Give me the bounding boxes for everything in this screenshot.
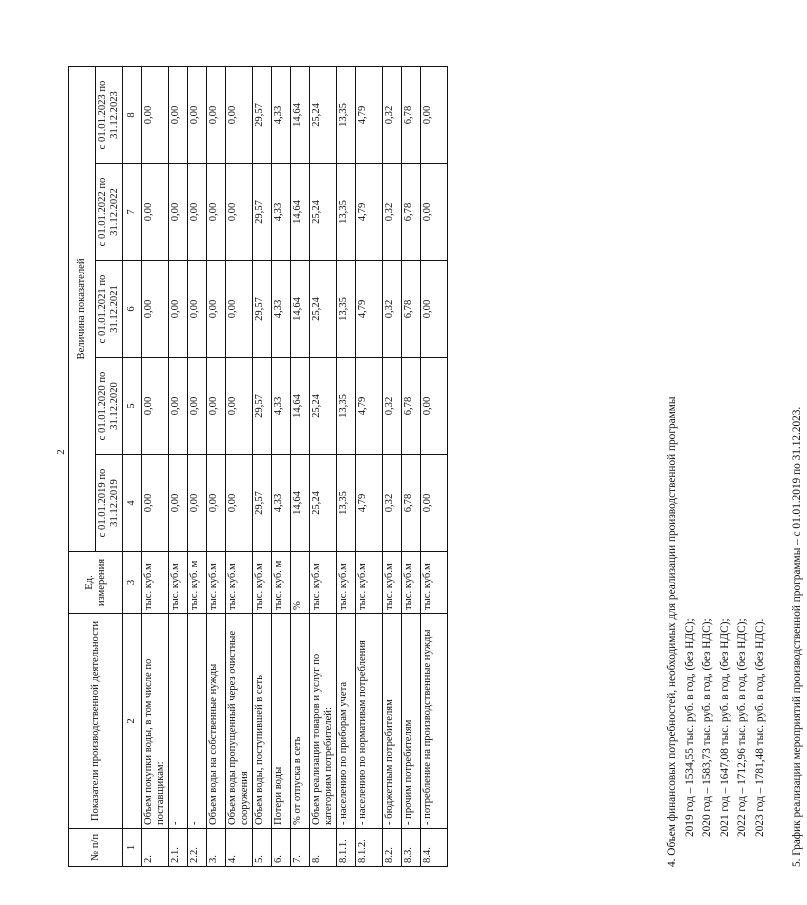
value-cell: 25,24 [310, 261, 337, 358]
value-cell: 0,00 [142, 66, 169, 163]
value-cell: 14,64 [291, 66, 310, 163]
financial-needs-title: 4. Объем финансовых потребностей, необходимых для реализации производственной программы [666, 396, 678, 867]
indicator-name-cell: Объем покупки воды, в том числе по поставщикам: [142, 614, 169, 829]
financial-needs-item: 2021 год – 1647,08 тыс. руб. в год, (без НДС); [718, 618, 731, 837]
value-cell: 13,35 [337, 455, 356, 552]
table-row [402, 66, 421, 866]
value-cell: 14,64 [291, 261, 310, 358]
unit-cell: тыс. куб.м [142, 552, 169, 614]
column-number: 7 [123, 164, 142, 261]
column-number: 3 [123, 552, 142, 614]
value-cell: 25,24 [310, 358, 337, 455]
production-indicators-table [68, 66, 448, 867]
table-row [142, 66, 169, 866]
value-cell: 13,35 [337, 164, 356, 261]
value-cell: 0,00 [207, 455, 226, 552]
header-indicator: Показатели производственной деятельности [69, 614, 123, 829]
unit-cell: % [291, 552, 310, 614]
column-number: 8 [123, 66, 142, 163]
unit-cell: тыс. куб.м [421, 552, 448, 614]
table-row [421, 66, 448, 866]
row-number-cell: 7. [291, 829, 310, 867]
row-number-cell: 6. [272, 829, 291, 867]
table-body [69, 66, 448, 866]
value-cell: 0,00 [188, 358, 207, 455]
row-number-cell: 8.2. [383, 829, 402, 867]
value-cell: 0,00 [207, 358, 226, 455]
indicator-name-cell: % от отпуска в сеть [291, 614, 310, 829]
column-number: 4 [123, 455, 142, 552]
value-cell: 0,32 [383, 455, 402, 552]
table-row [188, 66, 207, 866]
unit-cell: тыс. куб.м [383, 552, 402, 614]
value-cell: 13,35 [337, 66, 356, 163]
value-cell: 0,00 [421, 358, 448, 455]
value-cell: 6,78 [402, 455, 421, 552]
table-row [383, 66, 402, 866]
column-number: 2 [123, 614, 142, 829]
unit-cell: тыс. куб.м [253, 552, 272, 614]
value-cell: 0,00 [226, 455, 253, 552]
table-row [310, 66, 337, 866]
notes-section [664, 67, 807, 867]
unit-cell: тыс. куб. м [272, 552, 291, 614]
value-cell: 0,00 [142, 164, 169, 261]
schedule-note: 5. График реализации мероприятий производственной программы – с 01.01.2019 по 31.12.2023. [791, 406, 803, 867]
header-unit: Ед. измерения [69, 552, 123, 614]
table-row [337, 66, 356, 866]
unit-cell: тыс. куб.м [356, 552, 383, 614]
financial-needs-item: 2023 год – 1781,48 тыс. руб. в год, (без НДС). [753, 618, 766, 837]
value-cell: 0,00 [207, 164, 226, 261]
value-cell: 0,00 [188, 164, 207, 261]
value-cell: 0,32 [383, 164, 402, 261]
value-cell: 0,00 [169, 261, 188, 358]
indicator-name-cell: - населению по приборам учета [337, 614, 356, 829]
header-period: с 01.01.2019 по 31.12.2019 [96, 455, 123, 552]
value-cell: 0,00 [188, 261, 207, 358]
indicator-name-cell: - потребление на производственные нужды [421, 614, 448, 829]
value-cell: 6,78 [402, 358, 421, 455]
header-period: с 01.01.2021 по 31.12.2021 [96, 261, 123, 358]
value-cell: 6,78 [402, 164, 421, 261]
header-period: с 01.01.2020 по 31.12.2020 [96, 358, 123, 455]
table-row [226, 66, 253, 866]
row-number-cell: 2. [142, 829, 169, 867]
row-number-cell: 8.3. [402, 829, 421, 867]
header-group: Величина показателей [69, 66, 96, 551]
value-cell: 14,64 [291, 358, 310, 455]
value-cell: 13,35 [337, 358, 356, 455]
value-cell: 0,00 [169, 66, 188, 163]
value-cell: 4,33 [272, 164, 291, 261]
value-cell: 4,33 [272, 455, 291, 552]
value-cell: 29,57 [253, 455, 272, 552]
indicator-name-cell: - [188, 614, 207, 829]
value-cell: 0,00 [226, 261, 253, 358]
column-number: 6 [123, 261, 142, 358]
value-cell: 0,00 [421, 164, 448, 261]
value-cell: 4,79 [356, 164, 383, 261]
value-cell: 0,00 [169, 455, 188, 552]
indicator-name-cell: - [169, 614, 188, 829]
value-cell: 0,00 [421, 66, 448, 163]
value-cell: 0,00 [207, 261, 226, 358]
unit-cell: тыс. куб.м [337, 552, 356, 614]
value-cell: 25,24 [310, 455, 337, 552]
table-row [291, 66, 310, 866]
unit-cell: тыс. куб.м [226, 552, 253, 614]
row-number-cell: 5. [253, 829, 272, 867]
value-cell: 0,00 [207, 66, 226, 163]
column-number: 1 [123, 829, 142, 867]
value-cell: 29,57 [253, 261, 272, 358]
indicator-name-cell: Объем воды на собственные нужды [207, 614, 226, 829]
value-cell: 4,79 [356, 455, 383, 552]
header-period: с 01.01.2022 по 31.12.2022 [96, 164, 123, 261]
table-row [207, 66, 226, 866]
table-row [169, 66, 188, 866]
indicator-name-cell: Объем воды пропущенный через очистные сооружения [226, 614, 253, 829]
row-number-cell: 8.4. [421, 829, 448, 867]
value-cell: 6,78 [402, 66, 421, 163]
unit-cell: тыс. куб.м [310, 552, 337, 614]
value-cell: 4,33 [272, 66, 291, 163]
value-cell: 0,00 [142, 358, 169, 455]
value-cell: 25,24 [310, 164, 337, 261]
indicator-name-cell: Потери воды [272, 614, 291, 829]
value-cell: 0,00 [421, 455, 448, 552]
value-cell: 14,64 [291, 455, 310, 552]
value-cell: 0,00 [142, 455, 169, 552]
value-cell: 0,00 [188, 455, 207, 552]
value-cell: 6,78 [402, 261, 421, 358]
value-cell: 29,57 [253, 66, 272, 163]
rotated-page-content [68, 67, 803, 867]
indicator-name-cell: - прочим потребителям [402, 614, 421, 829]
value-cell: 4,79 [356, 358, 383, 455]
value-cell: 25,24 [310, 66, 337, 163]
value-cell: 0,32 [383, 261, 402, 358]
indicator-name-cell: - бюджетным потребителям [383, 614, 402, 829]
value-cell: 4,79 [356, 66, 383, 163]
value-cell: 0,00 [226, 164, 253, 261]
unit-cell: тыс. куб. м [188, 552, 207, 614]
value-cell: 4,33 [272, 358, 291, 455]
value-cell: 0,32 [383, 358, 402, 455]
value-cell: 0,00 [169, 358, 188, 455]
value-cell: 14,64 [291, 164, 310, 261]
unit-cell: тыс. куб.м [402, 552, 421, 614]
indicator-name-cell: Объем реализации товаров и услуг по категориям потребителей: [310, 614, 337, 829]
value-cell: 4,33 [272, 261, 291, 358]
header-num: № п/п [69, 829, 123, 867]
table-row [253, 66, 272, 866]
header-period: с 01.01.2023 по 31.12.2023 [96, 66, 123, 163]
unit-cell: тыс. куб.м [169, 552, 188, 614]
table-row [272, 66, 291, 866]
financial-needs-item: 2022 год – 1712,96 тыс. руб. в год, (без НДС); [736, 618, 748, 837]
row-number-cell: 4. [226, 829, 253, 867]
row-number-cell: 2.1. [169, 829, 188, 867]
row-number-cell: 3. [207, 829, 226, 867]
row-number-cell: 8.1.2. [356, 829, 383, 867]
value-cell: 4,79 [356, 261, 383, 358]
row-number-cell: 2.2. [188, 829, 207, 867]
value-cell: 0,00 [169, 164, 188, 261]
page-number: 2 [54, 449, 67, 455]
financial-needs-item: 2019 год – 1534,55 тыс. руб. в год, (без НДС); [683, 618, 696, 837]
table-row [356, 66, 383, 866]
value-cell: 29,57 [253, 358, 272, 455]
value-cell: 0,00 [226, 358, 253, 455]
value-cell: 0,00 [188, 66, 207, 163]
unit-cell: тыс. куб.м [207, 552, 226, 614]
indicator-name-cell: Объем воды, поступившей в сеть [253, 614, 272, 829]
column-number: 5 [123, 358, 142, 455]
row-number-cell: 8.1.1. [337, 829, 356, 867]
value-cell: 29,57 [253, 164, 272, 261]
value-cell: 0,00 [226, 66, 253, 163]
financial-needs-item: 2020 год – 1583,73 тыс. руб. в год, (без НДС); [701, 618, 713, 837]
value-cell: 13,35 [337, 261, 356, 358]
value-cell: 0,00 [421, 261, 448, 358]
value-cell: 0,32 [383, 66, 402, 163]
indicator-name-cell: - населению по нормативам потребления [356, 614, 383, 829]
value-cell: 0,00 [142, 261, 169, 358]
row-number-cell: 8. [310, 829, 337, 867]
